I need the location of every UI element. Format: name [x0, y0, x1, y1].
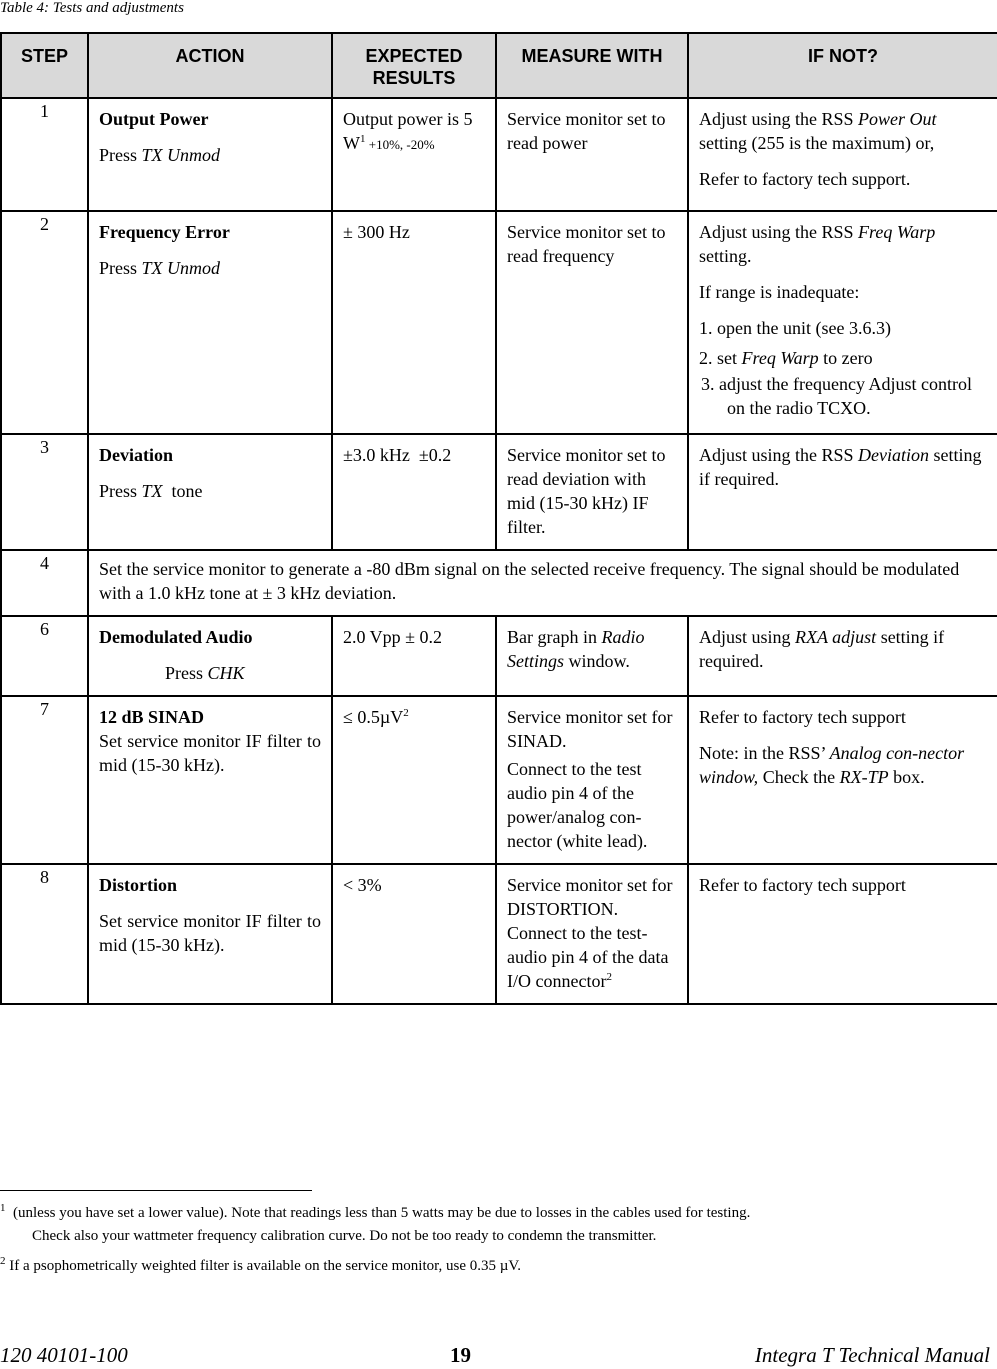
footnote-divider: [0, 1190, 312, 1191]
ifnot-text: Refer to factory tech support: [699, 707, 906, 727]
action-title: Output Power: [99, 109, 209, 129]
page-footer: [0, 1343, 990, 1369]
table-header-row: [1, 33, 997, 98]
key-name: TX Unmod: [141, 258, 221, 278]
step-number: 1: [1, 98, 88, 211]
action-title: 12 dB SINAD: [99, 707, 205, 727]
ifnot-text: setting (255 is the maximum) or,: [699, 133, 935, 153]
list-item: 1. open the unit (see 3.6.3): [699, 318, 891, 338]
window-name: Analog con-nector window,: [699, 743, 965, 787]
action-title: Deviation: [99, 445, 173, 465]
table-row: [1, 550, 997, 616]
table-row: [1, 211, 997, 434]
footnote-1: [0, 1202, 990, 1248]
ifnot-text: setting if required.: [699, 627, 945, 671]
footnote-mark: 1: [0, 1202, 6, 1214]
ifnot-text: Note: in the RSS’: [699, 743, 830, 763]
table-row: [1, 864, 997, 1004]
tests-table: [0, 32, 997, 1005]
footnote-ref: 2: [606, 971, 612, 983]
ifnot-text: Adjust using the RSS: [699, 222, 859, 242]
tolerance: +10%, -20%: [365, 137, 435, 152]
table-caption: Table 4: Tests and adjustments: [0, 0, 184, 16]
press-label: Press: [165, 663, 208, 683]
ifnot-text: setting if required.: [699, 445, 982, 489]
step-number: 6: [1, 616, 88, 696]
ifnot-text: box.: [888, 767, 925, 787]
measure-text: Connect to the test audio pin 4 of the power/analog con-nector (white lead).: [507, 759, 648, 851]
ifnot-text: Refer to factory tech support.: [699, 169, 911, 189]
step-number: 8: [1, 864, 88, 1004]
step-number: 2: [1, 211, 88, 434]
action-title: Demodulated Audio: [99, 627, 253, 647]
setting-name: Deviation: [858, 445, 930, 465]
action-body: Set service monitor IF filter to mid (15-30 kHz).: [99, 731, 321, 775]
action-body: Set service monitor IF filter to mid (15-30 kHz).: [99, 911, 321, 955]
footnote-ref: 1: [360, 133, 366, 145]
list-item: 3. adjust the frequency Adjust control on the radio TCXO.: [701, 374, 972, 418]
step-instruction: Set the service monitor to generate a -80 dBm signal on the selected receive frequency. The signal should be modulated with a 1.0 kHz tone at ± 3 kHz deviation.: [99, 559, 960, 603]
footnote-2: [0, 1255, 522, 1275]
expected-value: 2.0 Vpp ± 0.2: [343, 627, 443, 647]
list-item: 2. set Freq Warp to zero: [699, 348, 873, 368]
press-label: Press: [99, 258, 142, 278]
measure-text: Service monitor set for SINAD.: [507, 707, 673, 751]
expected-value: Output power is 5 W: [343, 109, 473, 153]
press-label: Press: [99, 481, 142, 501]
measure-text: Service monitor set to read power: [507, 109, 666, 153]
footnote-text: (unless you have set a lower value). Note that readings less than 5 watts may be due to losses in the cables used for testing.: [5, 1205, 751, 1221]
setting-name: RXA adjust: [795, 627, 877, 647]
measure-text: Service monitor set to read frequency: [507, 222, 666, 266]
expected-value: < 3%: [343, 875, 382, 895]
action-title: Distortion: [99, 875, 177, 895]
setting-name: Freq Warp: [741, 348, 819, 368]
setting-name: Freq Warp: [858, 222, 936, 242]
expected-value: ± 300 Hz: [343, 222, 410, 242]
ifnot-text: Check the: [758, 767, 840, 787]
table-row: [1, 696, 997, 864]
header-measure: MEASURE WITH: [496, 33, 688, 98]
window-name: Radio Settings: [507, 627, 645, 671]
step-number: 3: [1, 434, 88, 550]
step-number: 7: [1, 696, 88, 864]
key-name: TX Unmod: [141, 145, 221, 165]
footnote-text: Check also your wattmeter frequency calibration curve. Do not be too ready to condemn the transmitter.: [32, 1228, 657, 1244]
measure-text: Service monitor set to read deviation with mid (15-30 kHz) IF filter.: [507, 445, 666, 537]
setting-name: Power Out: [858, 109, 937, 129]
header-expected: EXPECTED RESULTS: [332, 33, 496, 98]
measure-text: window.: [564, 651, 630, 671]
page-number: 19: [450, 1343, 471, 1367]
measure-text: Bar graph in: [507, 627, 602, 647]
footnote-ref: 2: [403, 707, 409, 719]
ifnot-text: Adjust using the RSS: [699, 445, 859, 465]
doc-number: 120 40101-100: [0, 1343, 128, 1367]
table-row: [1, 616, 997, 696]
manual-title: Integra T Technical Manual: [754, 1343, 990, 1367]
ifnot-text: Adjust using the RSS: [699, 109, 859, 129]
expected-value: ±3.0 kHz ±0.2: [343, 445, 452, 465]
header-action: ACTION: [88, 33, 332, 98]
header-step: STEP: [1, 33, 88, 98]
footnote-text: If a psophometrically weighted filter is available on the service monitor, use 0.35 µV.: [5, 1258, 522, 1274]
measure-text: Service monitor set for DISTORTION. Connect to the test-audio pin 4 of the data I/O connector: [507, 875, 673, 991]
header-ifnot: IF NOT?: [688, 33, 997, 98]
table-row: [1, 98, 997, 211]
action-title: Frequency Error: [99, 222, 230, 242]
ifnot-text: Refer to factory tech support: [699, 875, 906, 895]
ifnot-text: Adjust using: [699, 627, 796, 647]
press-label: Press: [99, 145, 142, 165]
ifnot-text: If range is inadequate:: [699, 282, 860, 302]
setting-name: RX-TP: [839, 767, 889, 787]
expected-value: ≤ 0.5µV: [343, 707, 404, 727]
footnote-mark: 2: [0, 1255, 6, 1267]
key-name: CHK: [207, 663, 245, 683]
key-name: TX: [141, 481, 163, 501]
table-row: 3 Deviation Press TX tone ±3.0 kHz ±0.2 Service monitor set to read deviation with mid (15-30 kHz) IF filter. Adjust using the RSS Deviation setting if required.: [1, 434, 997, 550]
step-number: 4: [1, 550, 88, 616]
ifnot-text: setting.: [699, 246, 752, 266]
